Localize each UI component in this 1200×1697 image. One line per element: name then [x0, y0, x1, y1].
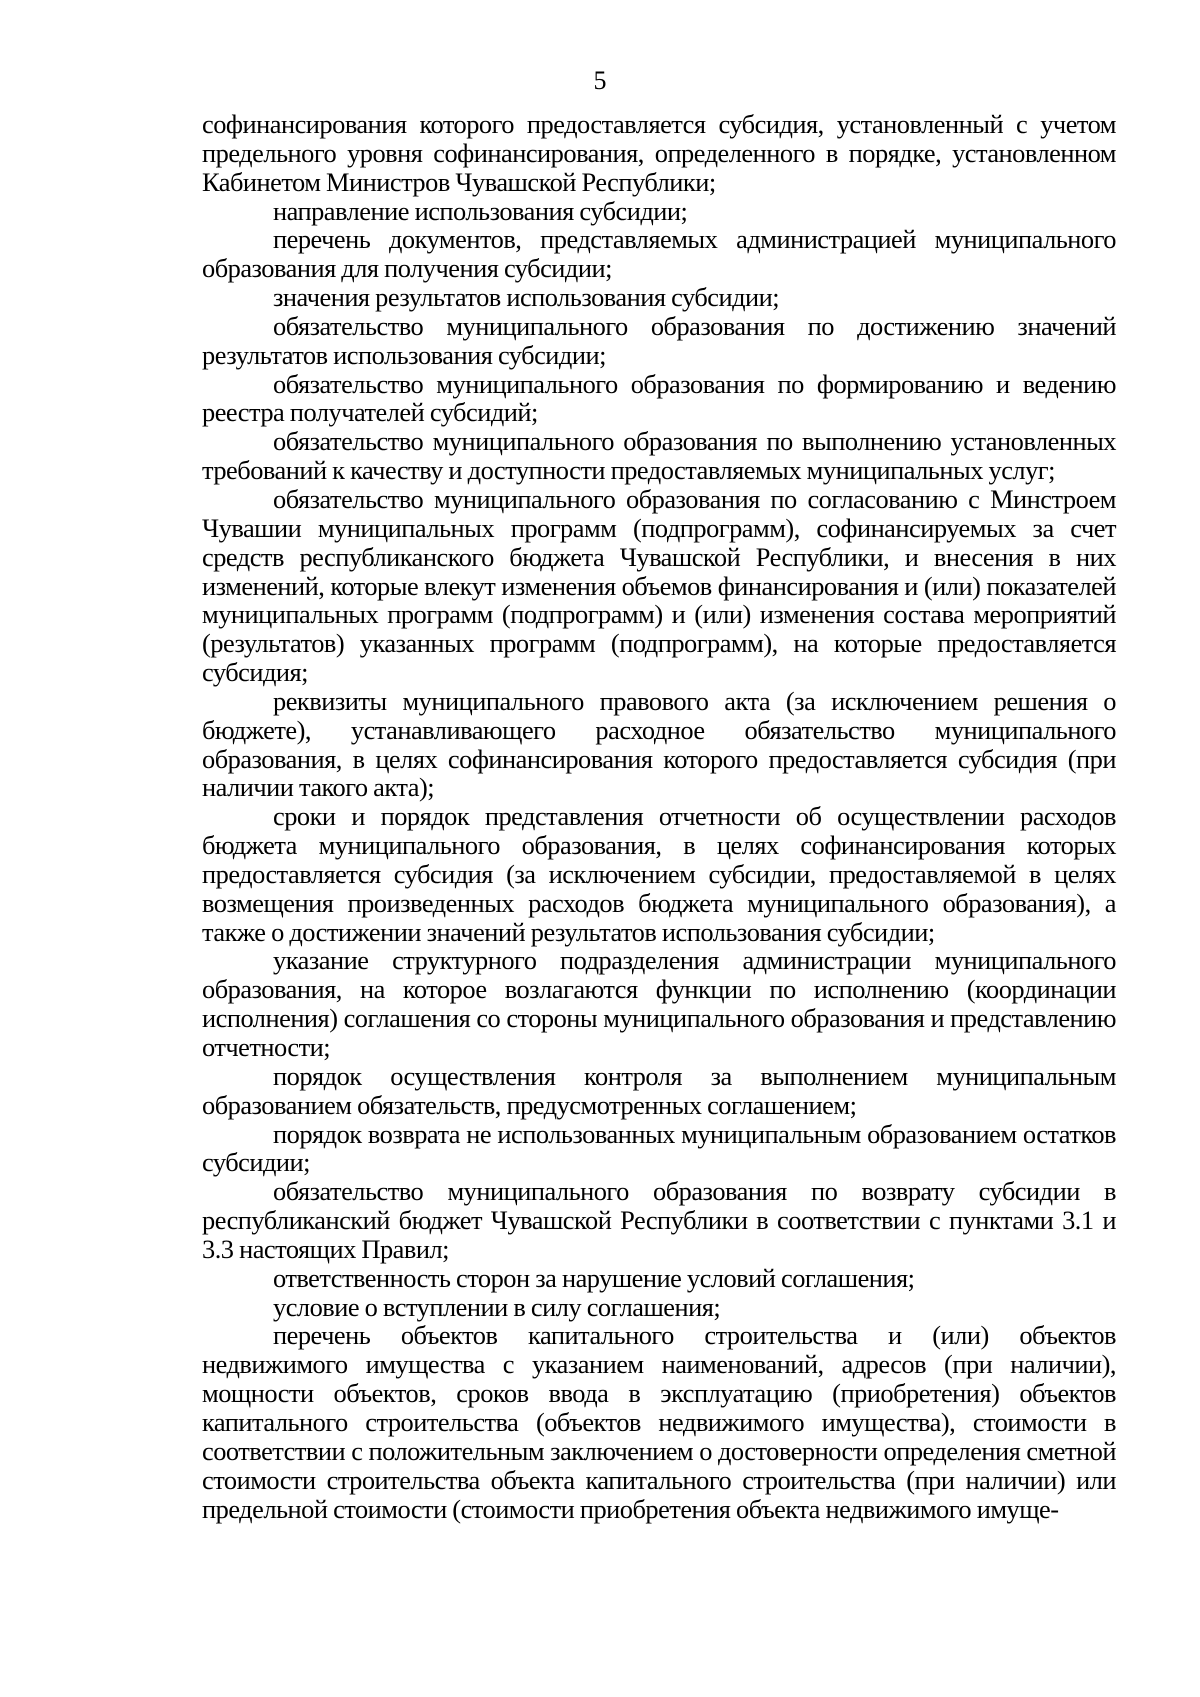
- paragraph: направление использования субсидии;: [273, 195, 688, 226]
- paragraph: обязательство муниципального образования по возврату субсидии в республиканский бюджет Чувашской Республики в соответствии с пунктами 3.1 и 3.3 настоящих Правил;: [202, 1176, 1116, 1264]
- paragraph: порядок осуществления контроля за выполнением муниципальным образованием обязательств, предусмотренных соглашением;: [202, 1060, 1116, 1120]
- paragraph: обязательство муниципального образования по выполнению установленных требований к качеству и доступности предоставляемых муниципальных услуг;: [202, 426, 1116, 486]
- paragraph: реквизиты муниципального правового акта (за исключением решения о бюджете), устанавливающего расходное обязательство муниципального образования, в целях софинансирования которого предоставляется субсидия (при наличии такого акта);: [202, 685, 1116, 803]
- paragraph: сроки и порядок представления отчетности об осуществлении расходов бюджета муниципального образования, в целях софинансирования которых предоставляется субсидия (за исключением субсидии, предоставляемой в целях возмещения произведенных расходов бюджета муниципального образования), а также о достижении значений результатов использования субсидии;: [202, 801, 1116, 947]
- paragraph-continuation: софинансирования которого предоставляется субсидия, установленный с учетом предельного уровня софинансирования, определенного в порядке, установленном Кабинетом Министров Чувашской Республики;: [202, 109, 1116, 197]
- paragraph: условие о вступлении в силу соглашения;: [273, 1291, 721, 1322]
- page-number: 5: [593, 66, 607, 95]
- paragraph: перечень документов, представляемых администрацией муниципального образования для получения субсидии;: [202, 224, 1116, 284]
- document-body: [202, 110, 1116, 1523]
- paragraph: значения результатов использования субсидии;: [273, 282, 780, 313]
- paragraph: ответственность сторон за нарушение условий соглашения;: [273, 1262, 915, 1293]
- paragraph: обязательство муниципального образования по достижению значений результатов использования субсидии;: [202, 310, 1116, 370]
- paragraph: указание структурного подразделения администрации муниципального образования, на которое возлагаются функции по исполнению (координации исполнения) соглашения со стороны муниципального образования и представлению отчетности;: [202, 945, 1116, 1062]
- paragraph: обязательство муниципального образования по согласованию с Минстроем Чувашии муниципальных программ (подпрограмм), софинансируемых за счет средств республиканского бюджета Чувашской Республики, и внесения в них изменений, которые влекут изменения объемов финансирования и (или) показателей муниципальных программ (подпрограмм) и (или) изменения состава мероприятий (результатов) указанных программ (подпрограмм), на которые предоставляется субсидия;: [202, 483, 1116, 688]
- paragraph: перечень объектов капитального строительства и (или) объектов недвижимого имущества с указанием наименований, адресов (при наличии), мощности объектов, сроков ввода в эксплуатацию (приобретения) объектов капитального строительства (объектов недвижимого имущества), стоимости в соответствии с положительным заключением о достоверности определения сметной стоимости строительства объекта капитального строительства (при наличии) или предельной стоимости (стоимости приобретения объекта недвижимого имуще-: [202, 1320, 1116, 1524]
- paragraph: порядок возврата не использованных муниципальным образованием остатков субсидии;: [202, 1118, 1116, 1178]
- paragraph: обязательство муниципального образования по формированию и ведению реестра получателей субсидий;: [202, 368, 1116, 428]
